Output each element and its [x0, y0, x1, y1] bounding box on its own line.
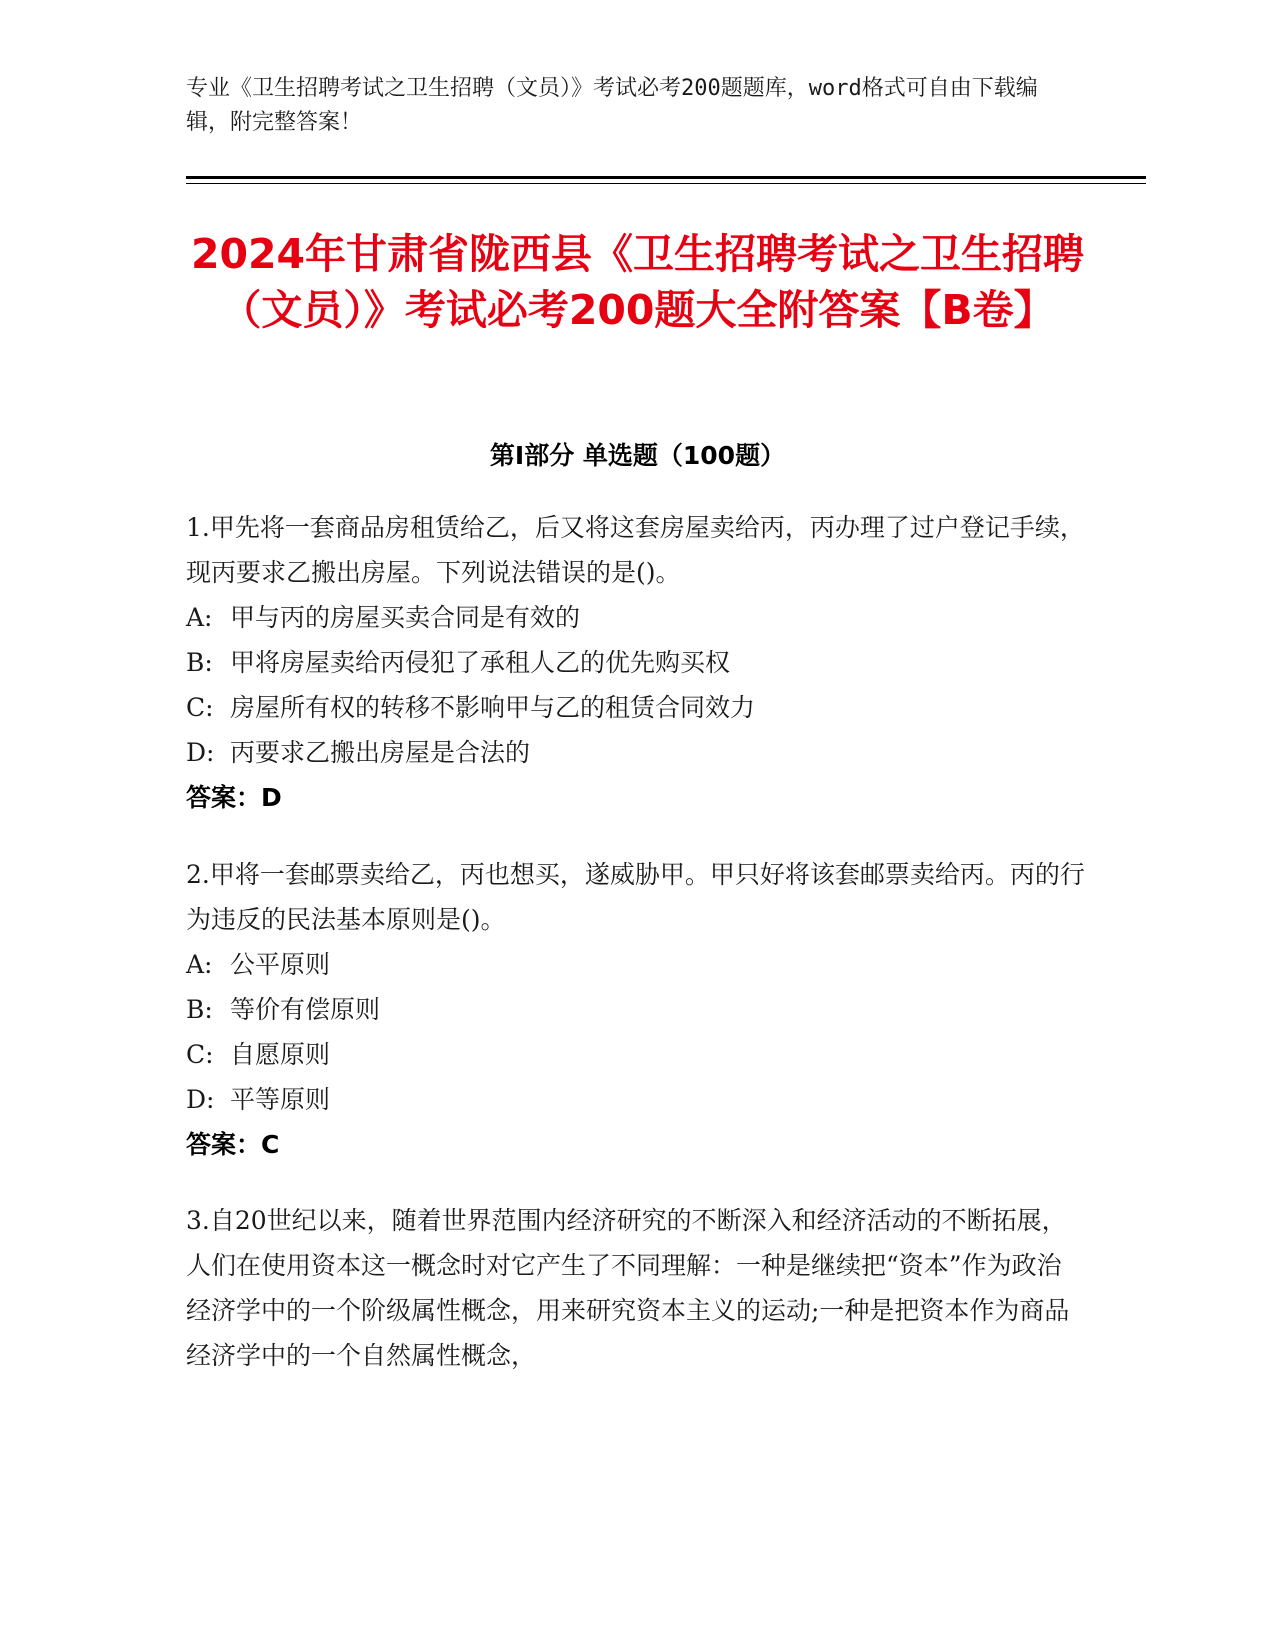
- option-text: 甲与丙的房屋买卖合同是有效的: [230, 603, 581, 632]
- option-text: 甲将房屋卖给丙侵犯了承租人乙的优先购买权: [230, 648, 731, 677]
- question-stem: 2.甲将一套邮票卖给乙，丙也想买，遂威胁甲。甲只好将该套邮票卖给丙。丙的行为违反的民法基本原则是()。: [186, 860, 1085, 934]
- option-c: [186, 685, 1086, 730]
- header-divider-thin: [186, 183, 1146, 184]
- option-text: 房屋所有权的转移不影响甲与乙的租赁合同效力: [230, 693, 756, 722]
- option-b: [186, 987, 1086, 1032]
- answer: 答案：C: [186, 1130, 280, 1159]
- question-2: [186, 852, 1086, 1167]
- question-stem: 3.自20世纪以来，随着世界范围内经济研究的不断深入和经济活动的不断拓展，人们在使用资本这一概念时对它产生了不同理解：一种是继续把“资本”作为政治经济学中的一个阶级属性概念，用来研究资本主义的运动;一种是把资本作为商品经济学中的一个自然属性概念，: [186, 1206, 1070, 1370]
- option-letter: D:: [186, 738, 215, 767]
- question-stem: 1.甲先将一套商品房租赁给乙，后又将这套房屋卖给丙，丙办理了过户登记手续，现丙要求乙搬出房屋。下列说法错误的是()。: [186, 513, 1085, 587]
- option-letter: C:: [186, 1040, 214, 1069]
- option-c: [186, 1032, 1086, 1077]
- option-letter: B:: [186, 648, 213, 677]
- section-heading: 第I部分 单选题（100题）: [489, 441, 786, 470]
- option-d: [186, 1077, 1086, 1122]
- option-text: 自愿原则: [230, 1040, 331, 1069]
- option-letter: B:: [186, 995, 213, 1024]
- header-divider-thick: [186, 176, 1146, 179]
- document-title: 2024年甘肃省陇西县《卫生招聘考试之卫生招聘（文员）》考试必考200题大全附答案【B卷】: [190, 230, 1085, 334]
- option-text: 丙要求乙搬出房屋是合法的: [230, 738, 531, 767]
- header-note: 专业《卫生招聘考试之卫生招聘（文员）》考试必考200题题库，word格式可自由下载编辑，附完整答案！: [186, 76, 1038, 135]
- option-letter: A:: [186, 603, 213, 632]
- option-a: [186, 595, 1086, 640]
- option-text: 平等原则: [230, 1085, 331, 1114]
- option-letter: C:: [186, 693, 214, 722]
- option-letter: A:: [186, 950, 213, 979]
- answer: 答案：D: [186, 783, 282, 812]
- option-b: [186, 640, 1086, 685]
- option-d: [186, 730, 1086, 775]
- option-a: [186, 942, 1086, 987]
- question-3: [186, 1198, 1086, 1378]
- option-text: 公平原则: [230, 950, 331, 979]
- question-1: [186, 505, 1086, 820]
- option-text: 等价有偿原则: [230, 995, 381, 1024]
- option-letter: D:: [186, 1085, 215, 1114]
